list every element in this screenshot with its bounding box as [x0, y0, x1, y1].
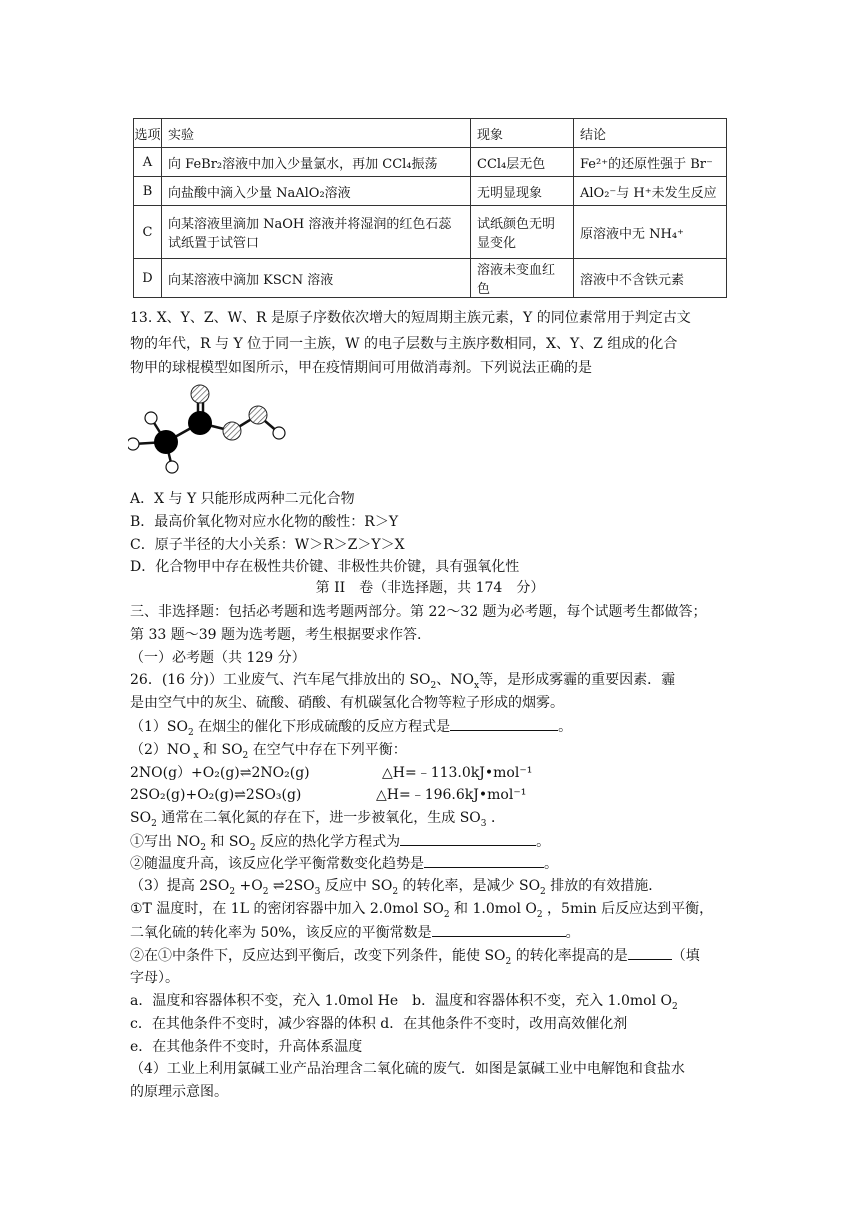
q26-option-e: e．在其他条件不变时，升高体系温度 [130, 1039, 363, 1055]
answer-blank[interactable] [424, 853, 544, 868]
enthalpy-1: △H=﹣113.0kJ•mol⁻¹ [382, 765, 533, 781]
q26-part3: （3）提高 $2SO_2 +O_2$ $\rightleftharpoons 2SO_3$ 反应中 $SO_2$ 的转化率，是减少 $SO_2$ 排放的有效措施． [130, 878, 663, 897]
q26-stem-line1: 26．(16 分)）工业废气、汽车尾气排放出的 $SO_2$、$NO_x$等，是形成雾霾的重要因素．霾 [130, 672, 676, 691]
q13-option-d: D．化合物甲中存在极性共价键、非极性共价键，具有强氧化性 [130, 559, 520, 575]
answer-blank[interactable] [400, 831, 536, 846]
q13-stem-line2: 物的年代，R 与 Y 位于同一主族，W 的电子层数与主族序数相同，X、Y、Z 组成的化合 [130, 336, 678, 352]
header-experiment: 实验 [162, 119, 471, 148]
row-experiment: 向 FeBr₂溶液中加入少量氯水，再加 CCl₄振荡 [162, 148, 471, 177]
experiment-table [133, 118, 727, 298]
carbon-atom [188, 411, 212, 435]
header-conclusion: 结论 [574, 119, 727, 148]
q26-conditions-line2: 字母）。 [130, 970, 179, 986]
q26-temperature-line1: ①T 温度时，在 1L 的密闭容器中加入 2.0mol $SO_2$ 和 1.0mol $O_2$ ，5min 后反应达到平衡， [130, 901, 714, 920]
q26-conditions-line1: ②在①中条件下，反应达到平衡后，改变下列条件，能使 $SO_2$ 的转化率提高的是 （填 [130, 945, 700, 972]
row-option: A [134, 148, 162, 177]
oxygen-atom [249, 406, 267, 424]
answer-blank[interactable] [450, 716, 558, 731]
row-experiment: 向某溶液中滴加 KSCN 溶液 [162, 259, 471, 298]
enthalpy-2: △H=﹣196.6kJ•mol⁻¹ [376, 787, 527, 803]
q26-stem-line2: 是由空气中的灰尘、硫酸、硝酸、有机碳氢化合物等粒子形成的烟雾。 [130, 695, 564, 711]
table-row [134, 148, 727, 177]
table-row [134, 177, 727, 206]
table-row [134, 206, 727, 259]
hydrogen-atom [128, 438, 139, 450]
row-experiment: 向某溶液里滴加 NaOH 溶液并将湿润的红色石蕊试纸置于试管口 [162, 206, 471, 259]
row-phenomenon: CCl₄层无色 [471, 148, 574, 177]
q26-temperature-line2: 二氧化硫的转化率为 50%，该反应的平衡常数是 。 [130, 922, 580, 943]
equilibrium-equation-1: 2NO(g）+O₂(g)⇌2NO₂(g) [130, 765, 310, 781]
row-option: D [134, 259, 162, 298]
q26-option-ab: a．温度和容器体积不变，充入 1.0mol He b．温度和容器体积不变，充入 1.0mol $O_2$ [130, 993, 678, 1012]
section-title: 第 II 卷（非选择题，共 174 分） [315, 580, 545, 596]
row-phenomenon: 溶液未变血红色 [471, 259, 574, 298]
hydrogen-atom [166, 461, 178, 473]
q26-option-cd: c．在其他条件不变时，减少容器的体积 d．在其他条件不变时，改用高效催化剂 [130, 1016, 628, 1032]
section-intro-line1: 三、非选择题：包括必考题和选考题两部分。第 22～32 题为必考题，每个试题考生都做答； [130, 604, 707, 620]
q13-stem-line3: 物甲的球棍模型如图所示，甲在疫情期间可用做消毒剂。下列说法正确的是 [130, 360, 592, 376]
q26-part4-line1: （4）工业上利用氯碱工业产品治理含二氧化硫的废气．如图是氯碱工业中电解饱和食盐水 [130, 1061, 685, 1077]
section-intro-line2: 第 33 题～39 题为选考题，考生根据要求作答. [130, 627, 422, 643]
table-row [134, 259, 727, 298]
q26-subq1: ①写出 $NO_2$ 和 $SO_2$ 反应的热化学方程式为 。 [130, 831, 550, 858]
row-experiment: 向盐酸中滴入少量 NaAlO₂溶液 [162, 177, 471, 206]
oxygen-atom [191, 385, 209, 403]
row-conclusion: AlO₂⁻与 H⁺未发生反应 [574, 177, 727, 206]
q26-part1: $(1)SO_2$ 在烟尘的催化下形成硫酸的反应方程式是 。 [130, 716, 572, 743]
row-conclusion: 原溶液中无 NH₄⁺ [574, 206, 727, 259]
hydrogen-atom [273, 427, 285, 439]
header-phenomenon: 现象 [471, 119, 574, 148]
answer-blank[interactable] [432, 922, 566, 937]
q26-part4-line2: 的原理示意图。 [130, 1084, 228, 1100]
row-phenomenon: 试纸颜色无明显变化 [471, 206, 574, 259]
equilibrium-equation-2: 2SO₂(g)+O₂(g)⇌2SO₃(g) [130, 787, 302, 803]
q13-option-a: A．X 与 Y 只能形成两种二元化合物 [130, 491, 355, 507]
answer-blank[interactable] [628, 945, 672, 960]
q13-stem-line1: 13. X、Y、Z、W、R 是原子序数依次增大的短周期主族元素，Y 的同位素常用于判定古文 [130, 310, 691, 326]
q13-option-b: B．最高价氧化物对应水化物的酸性：R＞Y [130, 514, 399, 530]
row-phenomenon: 无明显现象 [471, 177, 574, 206]
ball-and-stick-model-figure [128, 383, 293, 475]
row-conclusion: Fe²⁺的还原性强于 Br⁻ [574, 148, 727, 177]
q26-so2-oxidation: $SO_2$ 通常在二氧化氮的存在下，进一步被氧化，生成 $SO_3$ ． [130, 810, 505, 829]
q26-subq2: ②随温度升高，该反应化学平衡常数变化趋势是 。 [130, 853, 558, 874]
carbon-atom [154, 430, 178, 454]
q13-option-c: C．原子半径的大小关系：W＞R＞Z＞Y＞X [130, 537, 405, 553]
row-option: C [134, 206, 162, 259]
table-header-row [134, 119, 727, 148]
row-conclusion: 溶液中不含铁元素 [574, 259, 727, 298]
oxygen-atom [223, 422, 241, 440]
row-option: B [134, 177, 162, 206]
hydrogen-atom [145, 412, 157, 424]
required-heading: （一）必考题（共 129 分） [130, 650, 306, 666]
q26-part2: （2）NO $_x$ 和 $SO_2$ 在空气中存在下列平衡： [130, 742, 407, 761]
header-option: 选项 [134, 119, 162, 148]
